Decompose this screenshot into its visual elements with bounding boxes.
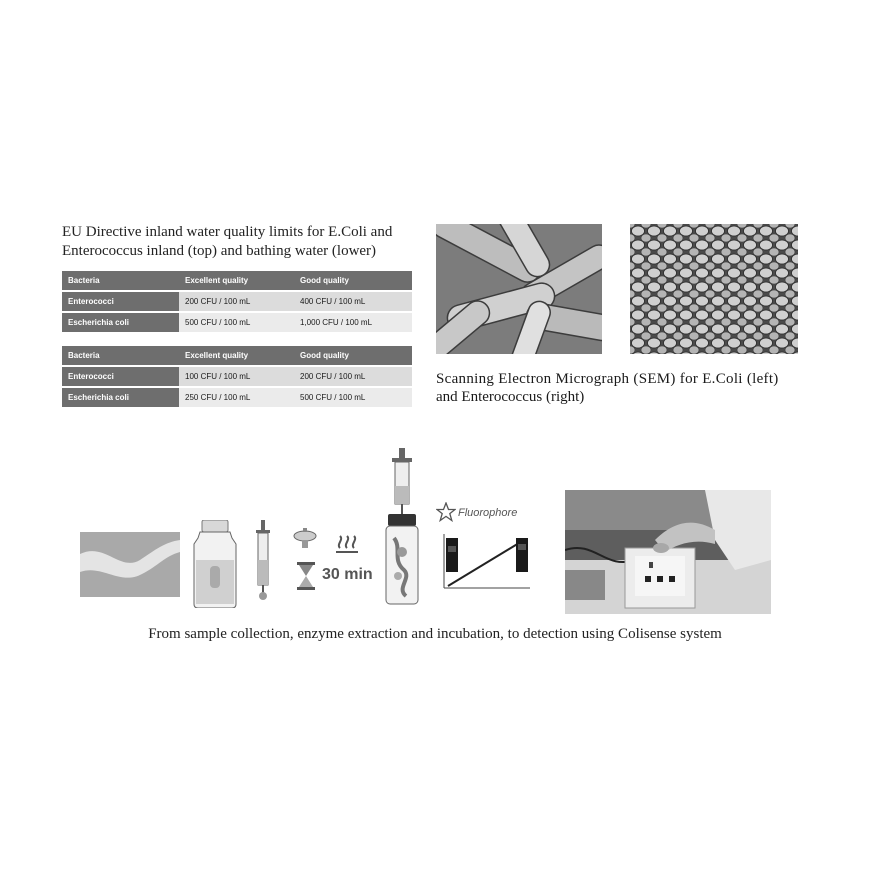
fluorophore-label: Fluorophore bbox=[458, 507, 518, 519]
bathing-limits-table bbox=[62, 346, 412, 409]
bacteria-cell: Escherichia coli bbox=[62, 387, 179, 408]
limits-caption-line1: EU Directive inland water quality limits for E.Coli and bbox=[62, 224, 393, 240]
detection-plot-icon bbox=[430, 530, 538, 598]
header-bacteria: Bacteria bbox=[62, 346, 179, 366]
header-excellent: Excellent quality bbox=[179, 346, 294, 366]
excellent-cell: 500 CFU / 100 mL bbox=[179, 312, 294, 333]
heat-icon bbox=[334, 534, 360, 556]
header-bacteria: Bacteria bbox=[62, 271, 179, 291]
good-cell: 500 CFU / 100 mL bbox=[294, 387, 412, 408]
sem-caption-line1: Scanning Electron Micrograph (SEM) for E.Coli (left) bbox=[436, 371, 779, 387]
header-good: Good quality bbox=[294, 271, 412, 291]
good-cell: 400 CFU / 100 mL bbox=[294, 291, 412, 312]
bacteria-cell: Enterococci bbox=[62, 366, 179, 387]
inland-limits-table bbox=[62, 271, 412, 334]
syringe-icon bbox=[252, 520, 274, 600]
star-icon bbox=[436, 502, 456, 522]
table-header-row bbox=[62, 346, 412, 366]
excellent-cell: 100 CFU / 100 mL bbox=[179, 366, 294, 387]
header-excellent: Excellent quality bbox=[179, 271, 294, 291]
excellent-cell: 250 CFU / 100 mL bbox=[179, 387, 294, 408]
sem-caption-line2: and Enterococcus (right) bbox=[436, 389, 585, 405]
good-cell: 1,000 CFU / 100 mL bbox=[294, 312, 412, 333]
table-header-row bbox=[62, 271, 412, 291]
filter-icon bbox=[292, 528, 318, 552]
excellent-cell: 200 CFU / 100 mL bbox=[179, 291, 294, 312]
sem-caption bbox=[436, 370, 806, 406]
limits-caption bbox=[62, 223, 432, 261]
bacteria-cell: Escherichia coli bbox=[62, 312, 179, 333]
ecoli-sem-image bbox=[436, 224, 602, 354]
process-caption: From sample collection, enzyme extraction and incubation, to detection using Colisense system bbox=[148, 626, 722, 642]
good-cell: 200 CFU / 100 mL bbox=[294, 366, 412, 387]
table-row bbox=[62, 312, 412, 333]
header-good: Good quality bbox=[294, 346, 412, 366]
timer-label: 30 min bbox=[322, 566, 373, 583]
sample-bottle-icon bbox=[192, 520, 238, 608]
bacteria-cell: Enterococci bbox=[62, 291, 179, 312]
table-row bbox=[62, 387, 412, 408]
extraction-vial-icon bbox=[382, 448, 422, 606]
colisense-lab-photo bbox=[565, 490, 771, 614]
limits-caption-line2: Enterococcus inland (top) and bathing water (lower) bbox=[62, 243, 377, 259]
enterococcus-sem-image bbox=[630, 224, 798, 354]
table-row bbox=[62, 366, 412, 387]
hourglass-icon bbox=[296, 562, 316, 590]
river-icon bbox=[80, 532, 180, 597]
table-row bbox=[62, 291, 412, 312]
